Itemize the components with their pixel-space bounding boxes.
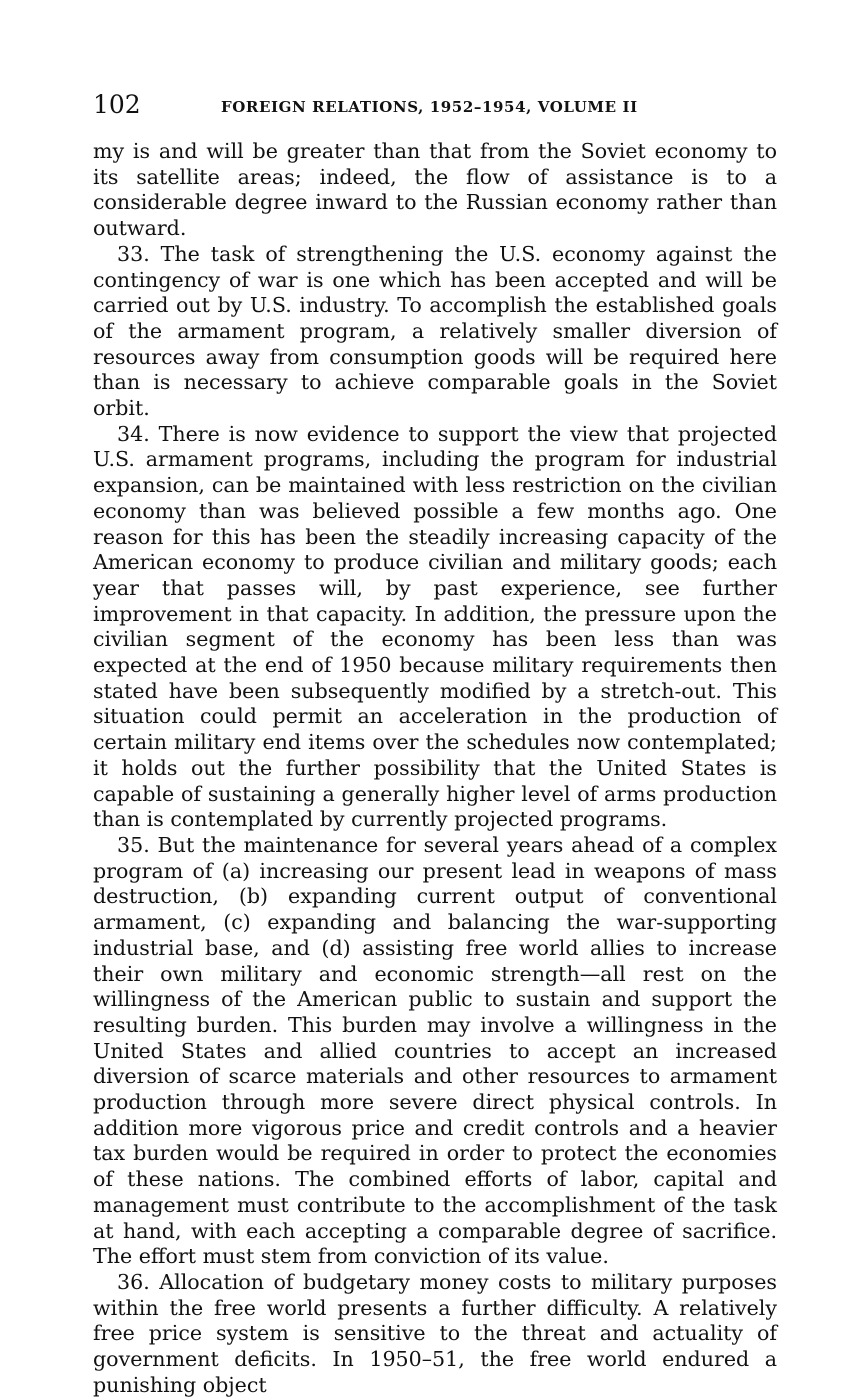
body-text: [93, 139, 777, 1398]
page-number: 102: [93, 90, 141, 119]
paragraph-35: 35. But the maintenance for several years ahead of a complex program of (a) increasing our present lead in weapons of mass destruction, (b) expanding current output of conventional armament, (c) expanding and balancing the war-supporting industrial base, and (d) assisting free world allies to increase their own military and economic strength—all rest on the willingness of the American public to sustain and support the resulting burden. This burden may involve a willingness in the United States and allied countries to accept an increased diversion of scarce materials and other resources to armament production through more severe direct physical controls. In addition more vigorous price and credit controls and a heavier tax burden would be required in order to protect the economies of these nations. The combined efforts of labor, capital and management must contribute to the accomplishment of the task at hand, with each accepting a comparable degree of sacrifice. The effort must stem from conviction of its value.: [93, 832, 777, 1269]
page-header: [93, 90, 777, 120]
paragraph-33: 33. The task of strengthening the U.S. economy against the contingency of war is one which has been accepted and will be carried out by U.S. industry. To accomplish the established goals of the armament program, a relatively smaller diversion of resources away from consumption goods will be required here than is necessary to achieve comparable goals in the Soviet orbit.: [93, 241, 777, 421]
paragraph-continuation: my is and will be greater than that from the Soviet economy to its satellite areas; indeed, the flow of assistance is to a considerable degree inward to the Russian economy rather than outward.: [93, 139, 777, 241]
paragraph-34: 34. There is now evidence to support the view that projected U.S. armament programs, including the program for industrial expansion, can be maintained with less restriction on the civilian economy than was believed possible a few months ago. One reason for this has been the steadily increasing capacity of the American economy to produce civilian and military goods; each year that passes will, by past experience, see further improvement in that capacity. In addition, the pressure upon the civilian segment of the economy has been less than was expected at the end of 1950 because military requirements then stated have been subsequently modified by a stretch-out. This situation could permit an acceleration in the production of certain military end items over the schedules now contemplated; it holds out the further possibility that the United States is capable of sustaining a generally higher level of arms production than is contemplated by currently projected programs.: [93, 421, 777, 832]
running-title: FOREIGN RELATIONS, 1952–1954, VOLUME II: [221, 98, 638, 116]
paragraph-36: 36. Allocation of budgetary money costs to military purposes within the free world presents a further difficulty. A relatively free price system is sensitive to the threat and actuality of government deficits. In 1950–51, the free world endured a punishing object: [93, 1269, 777, 1397]
